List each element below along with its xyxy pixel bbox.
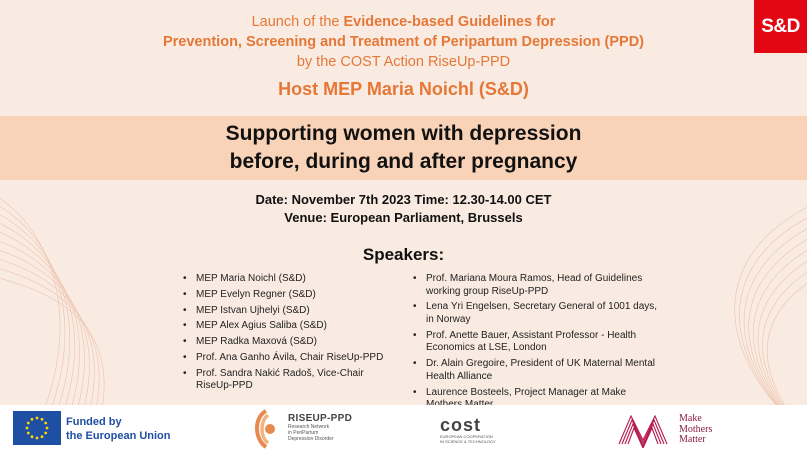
make-mothers-matter-text (679, 414, 712, 446)
list-item: • Prof. Ana Ganho Ávila, Chair RiseUp-PPD (180, 352, 400, 365)
cost-word: cost (440, 415, 482, 435)
speakers-list-left (180, 273, 400, 396)
eu-line2: the European Union (66, 430, 171, 442)
list-item: • MEP Alex Agius Saliba (S&D) (180, 320, 400, 333)
header-line2: Prevention, Screening and Treatment of Peripartum Depression (PPD) (162, 34, 645, 50)
event-details (0, 191, 807, 227)
list-item: • Prof. Mariana Moura Ramos, Head of Guidelines working group RiseUp-PPD (410, 273, 660, 298)
list-item: • MEP Radka Maxová (S&D) (180, 336, 400, 349)
mmm-line1: Make (679, 413, 702, 424)
cost-logo (440, 416, 512, 444)
make-mothers-matter-logo-icon (617, 410, 675, 448)
list-item: • Prof. Anette Bauer, Assistant Professor - Health Economics at LSE, London (410, 330, 660, 355)
riseup-logo-icon (250, 409, 282, 449)
list-item: • Dr. Alain Gregoire, President of UK Maternal Mental Health Alliance (410, 358, 660, 383)
eu-funding-text (66, 415, 171, 443)
list-item: • MEP Istvan Ujhelyi (S&D) (180, 305, 400, 318)
speakers-list-right (410, 273, 660, 415)
header-line1-pre: Launch of the (251, 14, 344, 30)
cost-sub1: EUROPEAN COOPERATION (440, 434, 493, 439)
list-item: • MEP Maria Noichl (S&D) (180, 273, 400, 286)
riseup-name: RISEUP-PPD (288, 413, 353, 424)
cost-sub2: IN SCIENCE & TECHNOLOGY (440, 439, 496, 444)
list-item: • Lena Yri Engelsen, Secretary General of 1001 days, in Norway (410, 301, 660, 326)
riseup-sub1: Research Network (288, 424, 330, 430)
list-item: • Laurence Bosteels, Project Manager at Make (410, 387, 660, 412)
mmm-line2: Mothers (679, 423, 713, 435)
eu-flag-icon (13, 411, 61, 445)
event-title (0, 120, 807, 176)
title-line2: before, during and after pregnancy (229, 150, 578, 173)
speakers-heading: Speakers: (362, 245, 445, 264)
list-item: • Prof. Sandra Nakić Radoš, Vice-Chair RiseUp-PPD (180, 368, 400, 393)
title-line1: Supporting women with depression (225, 122, 582, 145)
host-line: Host MEP Maria Noichl (S&D) (278, 79, 529, 99)
event-header (0, 12, 807, 72)
header-line1-bold: Evidence-based Guidelines for (343, 14, 556, 30)
list-item: • MEP Evelyn Regner (S&D) (180, 289, 400, 302)
riseup-text (288, 413, 368, 442)
date-time: Date: November 7th 2023 Time: 12.30-14.00 CET (255, 192, 552, 207)
sd-logo: S&D (754, 0, 807, 53)
mmm-line3: Matter (679, 434, 706, 445)
riseup-sub3: Depression Disorder (288, 436, 334, 442)
venue: Venue: European Parliament, Brussels (284, 210, 523, 225)
header-line3: by the COST Action RiseUp-PPD (296, 54, 511, 70)
riseup-sub2: in PeriPartum (288, 430, 319, 436)
eu-line1: Funded by (66, 416, 122, 428)
